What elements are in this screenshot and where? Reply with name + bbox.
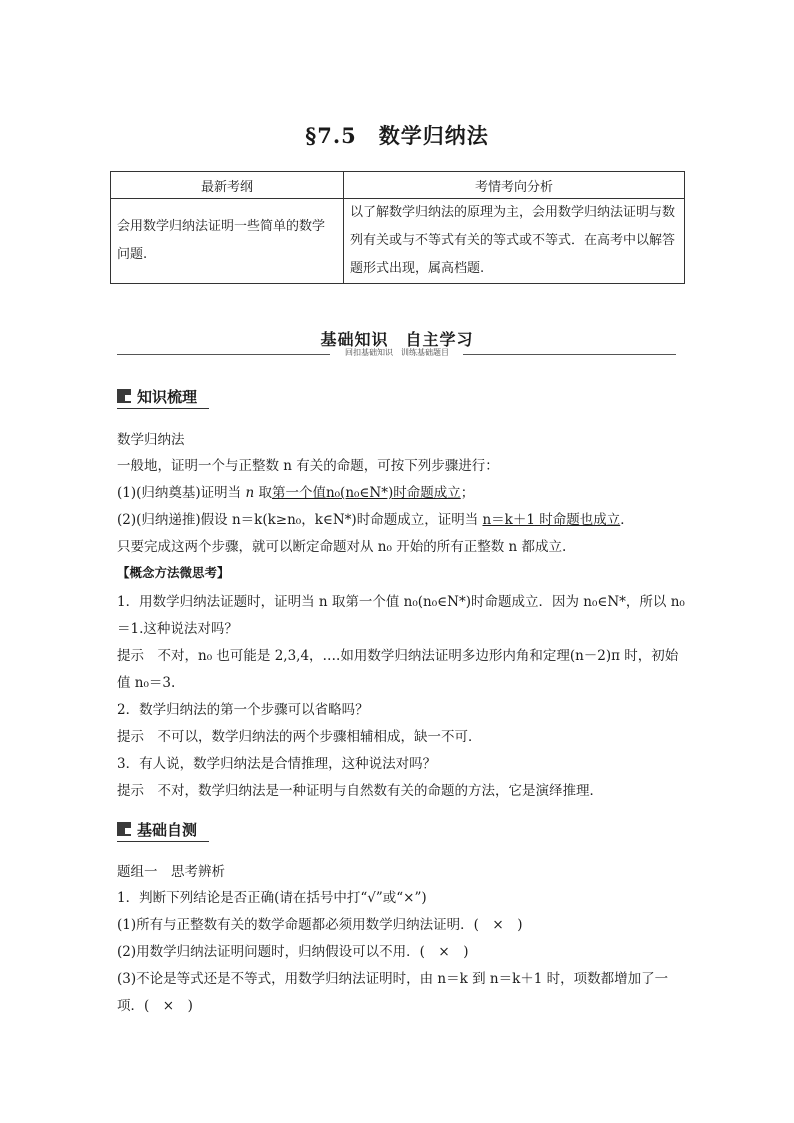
page-title: §7.5 数学归纳法 bbox=[305, 123, 489, 148]
problem-1-item-3-line-2: 项．( × ) bbox=[117, 998, 193, 1014]
table-header-analysis: 考情考向分析 bbox=[344, 172, 685, 199]
answer-2: 提示 不可以，数学归纳法的两个步骤相辅相成，缺一不可． bbox=[117, 729, 482, 745]
answer-1-line-2: 值 n₀＝3. bbox=[117, 675, 176, 691]
step-1-var: n bbox=[245, 485, 255, 501]
topic-label: 数学归纳法 bbox=[117, 432, 185, 448]
section-heading-underline bbox=[117, 841, 209, 842]
question-1-line-1: 1．用数学归纳法证题时，证明当 n 取第一个值 n₀(n₀∈N*)时命题成立．因为 n₀∈N*，所以 n₀ bbox=[117, 594, 685, 610]
step-1-suffix: 时命题成立 bbox=[393, 485, 461, 501]
section-banner-title: 基础知识 自主学习 bbox=[320, 330, 474, 349]
table-cell-outline: 会用数学归纳法证明一些简单的数学问题. bbox=[111, 199, 344, 284]
section-heading-underline bbox=[117, 408, 209, 409]
conclusion-text: 只要完成这两个步骤，就可以断定命题对从 n₀ 开始的所有正整数 n 都成立. bbox=[117, 539, 567, 555]
section-square-icon-notch bbox=[125, 828, 131, 834]
step-2-prefix: (2)(归纳递推)假设 n＝k(k≥n₀，k∈N*)时命题成立，证明当 bbox=[117, 512, 483, 528]
section-heading-text: 基础自测 bbox=[137, 821, 198, 839]
step-1-prefix: (1)(归纳奠基)证明当 bbox=[117, 485, 246, 501]
section-heading-knowledge bbox=[117, 386, 217, 408]
section-square-icon-notch bbox=[125, 395, 131, 401]
section-heading-selftest bbox=[117, 819, 217, 841]
problem-1-item-1: (1)所有与正整数有关的数学命题都必须用数学归纳法证明．( × ) bbox=[117, 917, 523, 933]
step-1-mid: 取 bbox=[254, 485, 272, 501]
table-cell-analysis: 以了解数学归纳法的原理为主，会用数学归纳法证明与数列有关或与不等式有关的等式或不等式．在高考中以解答题形式出现，属高档题. bbox=[344, 199, 685, 284]
question-2: 2．数学归纳法的第一个步骤可以省略吗？ bbox=[117, 702, 369, 718]
problem-1-prompt: 1．判断下列结论是否正确(请在括号中打“√”或“×”) bbox=[117, 890, 427, 906]
step-2-end: ． bbox=[620, 512, 634, 528]
problem-1-item-2: (2)用数学归纳法证明问题时，归纳假设可以不用．( × ) bbox=[117, 944, 469, 960]
step-1-blank-2: n₀(n₀∈N*) bbox=[325, 485, 394, 501]
table-header-outline: 最新考纲 bbox=[111, 172, 344, 199]
banner-subtitle: 回扣基础知识 训练基础题目 bbox=[345, 348, 449, 357]
problem-group-label: 题组一 思考辨析 bbox=[117, 864, 225, 880]
problem-1-item-3-line-1: (3)不论是等式还是不等式，用数学归纳法证明时，由 n＝k 到 n＝k＋1 时，项数都增加了一 bbox=[117, 971, 669, 987]
step-2-blank-1: n＝k＋1 bbox=[482, 512, 535, 528]
exam-outline-table bbox=[110, 171, 685, 284]
step-2-blank-2: 时命题也成立 bbox=[534, 512, 621, 528]
step-1 bbox=[117, 481, 474, 501]
step-1-end: ； bbox=[460, 485, 475, 501]
think-title: 【概念方法微思考】 bbox=[117, 565, 230, 580]
section-heading-text: 知识梳理 bbox=[137, 388, 198, 406]
intro-text: 一般地，证明一个与正整数 n 有关的命题，可按下列步骤进行： bbox=[117, 458, 499, 474]
answer-1-line-1: 提示 不对，n₀ 也可能是 2,3,4，….如用数学归纳法证明多边形内角和定理(n－2)π 时，初始 bbox=[117, 648, 679, 664]
question-1-line-2: ＝1.这种说法对吗？ bbox=[117, 621, 238, 637]
answer-3: 提示 不对，数学归纳法是一种证明与自然数有关的命题的方法，它是演绎推理． bbox=[117, 783, 603, 799]
step-1-blank-1: 第一个值 bbox=[271, 485, 326, 501]
question-3: 3．有人说，数学归纳法是合情推理，这种说法对吗？ bbox=[117, 756, 437, 772]
step-2 bbox=[117, 508, 634, 528]
